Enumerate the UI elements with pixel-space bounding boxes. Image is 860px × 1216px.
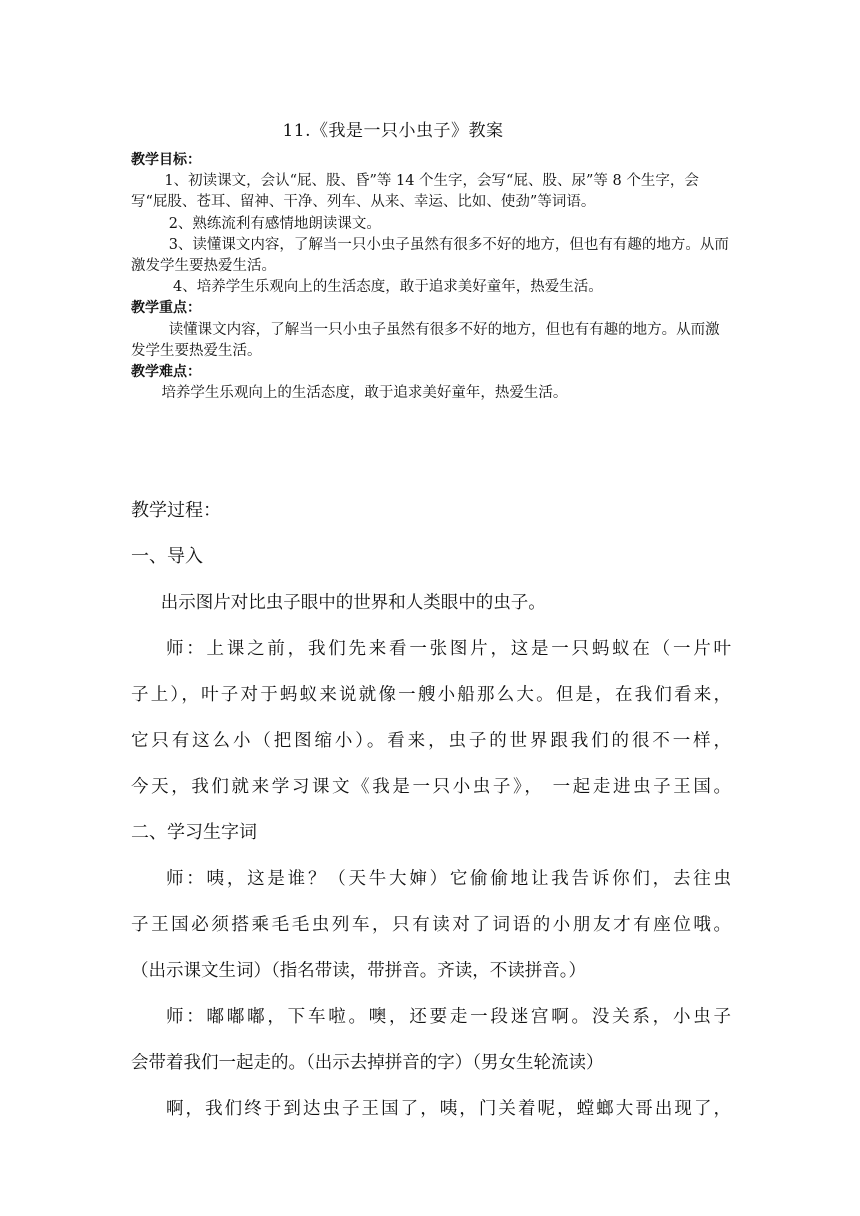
- key-points-text: 读懂课文内容，了解当一只小虫子虽然有很多不好的地方，但也有有趣的地方。从而激发学生要热爱生活。: [131, 321, 720, 359]
- page-title: 11.《我是一只小虫子》教案: [282, 121, 504, 141]
- paragraph-line: （出示课文生词）（指名带读，带拼音。齐读，不读拼音。）: [131, 961, 586, 981]
- paragraph-line: 会带着我们一起走的。（出示去掉拼音的字）（男女生轮流读）: [131, 1053, 604, 1073]
- paragraph-line: 啊，我们终于到达虫子王国了，咦，门关着呢，螳螂大哥出现了，: [166, 1099, 731, 1119]
- paragraph-line: 子王国必须搭乘毛毛虫列车，只有读对了词语的小朋友才有座位哦。: [131, 915, 731, 935]
- key-points-heading: 教学重点：: [131, 300, 201, 317]
- paragraph-line: 师：咦，这是谁？（天牛大婶）它偷偷地让我告诉你们，去往虫: [166, 869, 731, 889]
- process-heading: 教学过程：: [131, 500, 221, 521]
- section-heading-intro: 一、导入: [131, 546, 203, 567]
- difficulties-text: 培养学生乐观向上的生活态度，敢于追求美好童年，热爱生活。: [161, 385, 568, 402]
- teaching-process: [131, 488, 731, 1132]
- paragraph-line: 子上），叶子对于蚂蚁来说就像一艘小船那么大。但是，在我们看来，: [131, 685, 731, 705]
- objectives-heading: 教学目标：: [131, 152, 201, 168]
- paragraph: 出示图片对比虫子眼中的世界和人类眼中的虫子。: [160, 593, 546, 613]
- paragraph-line: 师：上课之前，我们先来看一张图片，这是一只蚂蚁在（一片叶: [166, 639, 731, 659]
- objective-item: 2、熟练流利有感情地朗读课文。: [168, 215, 381, 232]
- section-heading-vocab: 二、学习生字词: [131, 822, 257, 843]
- paragraph-line: 今天，我们就来学习课文《我是一只小虫子》， 一起走进虫子王国。: [131, 777, 731, 797]
- paragraph-line: 师：嘟嘟嘟，下车啦。噢，还要走一段迷宫啊。没关系，小虫子: [166, 1007, 731, 1027]
- paragraph-line: 它只有这么小（把图缩小）。看来，虫子的世界跟我们的很不一样，: [131, 731, 731, 751]
- objective-item: 3、读懂课文内容，了解当一只小虫子虽然有很多不好的地方，但也有有趣的地方。从而激发学生要热爱生活。: [131, 236, 729, 275]
- objective-item: 1、初读课文，会认“屁、股、昏”等 14 个生字，会写“屁、股、尿”等 8 个生字，会写“屁股、苍耳、留神、干净、列车、从来、幸运、比如、使劲”等词语。: [131, 173, 699, 211]
- lesson-summary: [131, 150, 731, 404]
- difficulties-heading: 教学难点：: [131, 364, 201, 381]
- objective-item: 4、培养学生乐观向上的生活态度，敢于追求美好童年，热爱生活。: [173, 279, 603, 296]
